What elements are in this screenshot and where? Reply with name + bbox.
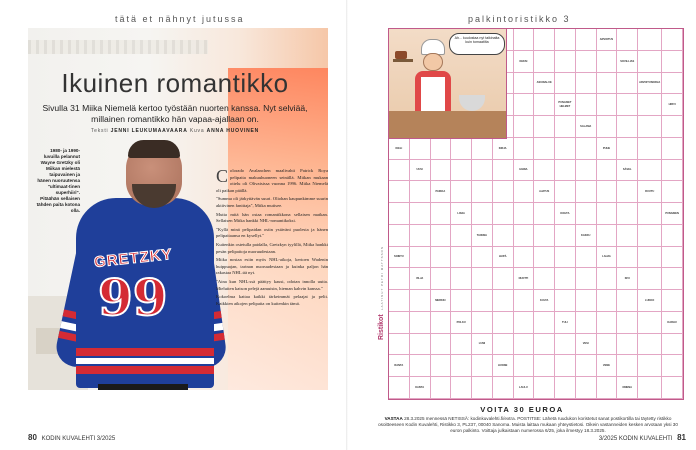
clue-cell: TAIKINA	[472, 225, 493, 247]
answer-cell[interactable]	[534, 94, 555, 116]
answer-cell[interactable]	[534, 116, 555, 138]
clue-cell: ASUINALUE	[534, 73, 555, 95]
answer-cell[interactable]	[555, 181, 576, 203]
answer-cell[interactable]	[576, 312, 597, 334]
article-paragraph: olorado Avalanchen maalivahti Patrick Roya pelipaita makuuhuoneen seinällä. Miikan mukaan ottelu oli Olivaisissa vuonna 1996. Miika Niemelä oli paikan päällä.	[216, 168, 328, 193]
answer-cell[interactable]	[662, 290, 683, 312]
answer-cell[interactable]	[662, 355, 683, 377]
speech-bubble: Ah... kuulostaa nyt taikinalta kuin tomaatilta	[449, 33, 505, 55]
answer-cell[interactable]	[493, 334, 514, 356]
chef-face	[423, 53, 443, 71]
answer-cell[interactable]	[410, 290, 431, 312]
clue-cell: ARVOITUS	[597, 29, 618, 51]
answer-cell[interactable]	[534, 312, 555, 334]
photo-caption: 1980- ja 1990-luvuilla pelannut Wayne Gretzky oli Miikan mielestä taipuvainen ja hänen nuoruutensa "ultimaat-tinen superhiiri". Pitäähän sellaisen tähden paita kotona olla.	[36, 148, 80, 213]
answer-cell[interactable]	[389, 181, 410, 203]
answer-cell[interactable]	[662, 268, 683, 290]
puzzle-illustration	[389, 29, 507, 139]
answer-cell[interactable]	[617, 203, 638, 225]
folio-right	[599, 433, 686, 442]
illustration-shelf	[393, 59, 413, 62]
answer-cell[interactable]	[555, 225, 576, 247]
clue-cell: PAIKKA	[431, 181, 452, 203]
clue-cell: UUSI	[410, 160, 431, 182]
clue-cell: SÄVEL	[617, 160, 638, 182]
answer-cell[interactable]	[493, 268, 514, 290]
clue-cell: SOVE-LIAS	[617, 51, 638, 73]
article-headline: Ikuinen romantikko	[61, 68, 289, 98]
answer-cell[interactable]	[617, 138, 638, 160]
answer-cell[interactable]	[431, 355, 452, 377]
clue-cell: SOINTU	[389, 247, 410, 269]
answer-cell[interactable]	[638, 51, 662, 73]
clue-cell: NUOTTI	[514, 268, 535, 290]
answer-cell[interactable]	[662, 225, 683, 247]
answer-cell[interactable]	[389, 225, 410, 247]
answer-cell[interactable]	[617, 94, 638, 116]
answer-cell[interactable]	[472, 268, 493, 290]
answer-cell[interactable]	[514, 312, 535, 334]
photo-lamp	[28, 40, 208, 54]
crossword-puzzle	[388, 28, 684, 400]
answer-cell[interactable]	[431, 377, 452, 399]
answer-cell[interactable]	[576, 51, 597, 73]
answer-cell[interactable]	[555, 334, 576, 356]
answer-cell[interactable]	[638, 312, 662, 334]
illustration-pot	[395, 51, 407, 59]
answer-cell[interactable]	[389, 203, 410, 225]
answer-cell[interactable]	[410, 203, 431, 225]
answer-cell[interactable]	[638, 160, 662, 182]
answer-cell[interactable]	[597, 203, 618, 225]
answer-cell[interactable]	[617, 225, 638, 247]
answer-cell[interactable]	[576, 138, 597, 160]
answer-cell[interactable]	[431, 268, 452, 290]
answer-cell[interactable]	[514, 290, 535, 312]
answer-cell[interactable]	[493, 225, 514, 247]
answer-cell[interactable]	[493, 290, 514, 312]
answer-cell[interactable]	[555, 355, 576, 377]
answer-cell[interactable]	[493, 181, 514, 203]
answer-cell[interactable]	[451, 290, 472, 312]
clue-cell: KEKSI	[514, 51, 535, 73]
answer-cell[interactable]	[410, 312, 431, 334]
answer-cell[interactable]	[597, 312, 618, 334]
answer-cell[interactable]	[431, 160, 452, 182]
answer-cell[interactable]	[597, 290, 618, 312]
answer-cell[interactable]	[555, 160, 576, 182]
answer-cell[interactable]	[451, 247, 472, 269]
answer-cell[interactable]	[555, 247, 576, 269]
answer-cell[interactable]	[389, 160, 410, 182]
answer-cell[interactable]	[514, 203, 535, 225]
clue-cell: PUHE	[597, 138, 618, 160]
answer-cell[interactable]	[617, 312, 638, 334]
answer-cell[interactable]	[638, 203, 662, 225]
clue-cell: VENE	[597, 355, 618, 377]
answer-cell[interactable]	[576, 377, 597, 399]
answer-cell[interactable]	[534, 247, 555, 269]
kitchen-table	[389, 111, 507, 139]
answer-cell[interactable]	[514, 247, 535, 269]
article-paragraph: Kokoelma kattaa kaikki tärkeimmät pelaajat ja pelit. Kaikkien aikojen pelipaita on kuitenkin tämä.	[216, 294, 328, 306]
answer-cell[interactable]	[410, 247, 431, 269]
answer-cell[interactable]	[638, 138, 662, 160]
answer-cell[interactable]	[431, 334, 452, 356]
answer-cell[interactable]	[514, 138, 535, 160]
credits-text-author: JENNI LEUKUMAAVAARA	[110, 128, 188, 134]
answer-cell[interactable]	[662, 138, 683, 160]
answer-cell[interactable]	[534, 377, 555, 399]
clue-cell: RANTA	[389, 355, 410, 377]
answer-cell[interactable]	[597, 334, 618, 356]
clue-cell: AJATUS	[534, 181, 555, 203]
answer-cell[interactable]	[514, 29, 535, 51]
answer-cell[interactable]	[597, 225, 618, 247]
right-page	[348, 0, 696, 450]
clue-cell: LAHJA	[597, 247, 618, 269]
answer-cell[interactable]	[451, 138, 472, 160]
answer-cell[interactable]	[472, 181, 493, 203]
article-paragraph: "Aina kun NHL:ssä päättyy kausi, odotan innolla uutta. Mieluiten katson pelejä aamuisin, hieman kahvin kanssa."	[216, 278, 328, 291]
answer-cell[interactable]	[451, 225, 472, 247]
answer-cell[interactable]	[662, 377, 683, 399]
answer-cell[interactable]	[576, 94, 597, 116]
answer-cell[interactable]	[617, 29, 638, 51]
answer-cell[interactable]	[472, 138, 493, 160]
prize-instructions	[378, 416, 678, 434]
article-paragraph: Kuitenkin ostetulla paidalla, Gretzkyn tyylillä, Miika hankki pesän pelipaitoja nuoruudestaan.	[216, 241, 328, 254]
answer-cell[interactable]	[597, 94, 618, 116]
clue-cell: LUKKO	[638, 290, 662, 312]
answer-cell[interactable]	[451, 377, 472, 399]
answer-cell[interactable]	[576, 268, 597, 290]
answer-cell[interactable]	[410, 355, 431, 377]
answer-cell[interactable]	[555, 116, 576, 138]
answer-cell[interactable]	[555, 290, 576, 312]
answer-cell[interactable]	[534, 268, 555, 290]
answer-cell[interactable]	[576, 203, 597, 225]
answer-cell[interactable]	[576, 247, 597, 269]
answer-cell[interactable]	[617, 334, 638, 356]
clue-cell: KIVI	[617, 268, 638, 290]
answer-cell[interactable]	[662, 334, 683, 356]
answer-cell[interactable]	[662, 51, 683, 73]
answer-cell[interactable]	[514, 116, 535, 138]
clue-cell: VILJA	[410, 268, 431, 290]
answer-cell[interactable]	[638, 225, 662, 247]
answer-cell[interactable]	[662, 160, 683, 182]
article-body	[216, 168, 328, 309]
clue-cell: LINJA	[451, 203, 472, 225]
prize-title: VOITA 30 EUROA	[480, 405, 564, 414]
prize-lead: VASTAA	[384, 416, 403, 421]
answer-cell[interactable]	[534, 160, 555, 182]
answer-cell[interactable]	[662, 247, 683, 269]
answer-cell[interactable]	[597, 73, 618, 95]
answer-cell[interactable]	[493, 312, 514, 334]
answer-cell[interactable]	[472, 203, 493, 225]
mixing-bowl	[459, 95, 485, 111]
headline-block	[40, 68, 310, 134]
man-pants	[98, 384, 188, 390]
answer-cell[interactable]	[472, 312, 493, 334]
hockey-jersey	[76, 198, 214, 388]
clue-cell: KIELI	[389, 138, 410, 160]
folio-text-right: 3/2025 KODIN KUVALEHTI	[598, 436, 673, 442]
answer-cell[interactable]	[597, 181, 618, 203]
answer-cell[interactable]	[534, 334, 555, 356]
answer-cell[interactable]	[576, 73, 597, 95]
answer-cell[interactable]	[472, 355, 493, 377]
clue-cell: ARVOITUSKIRJA	[638, 73, 662, 95]
puzzle-credit: LAATINUT PETRI MATTSSON	[380, 245, 384, 310]
answer-cell[interactable]	[514, 334, 535, 356]
jersey-number: 99	[98, 268, 168, 327]
answer-cell[interactable]	[493, 160, 514, 182]
answer-cell[interactable]	[662, 73, 683, 95]
answer-cell[interactable]	[493, 203, 514, 225]
answer-cell[interactable]	[431, 312, 452, 334]
answer-cell[interactable]	[576, 290, 597, 312]
answer-cell[interactable]	[431, 225, 452, 247]
answer-cell[interactable]	[410, 334, 431, 356]
clue-cell: PUNAINEN	[662, 203, 683, 225]
clue-cell: RUUTU	[638, 181, 662, 203]
answer-cell[interactable]	[555, 73, 576, 95]
clue-cell: MERKKI	[431, 290, 452, 312]
credits-text-label: Teksti	[90, 128, 109, 134]
answer-cell[interactable]	[597, 116, 618, 138]
answer-cell[interactable]	[451, 355, 472, 377]
answer-cell[interactable]	[555, 29, 576, 51]
article-paragraph: Miika nostaa esiin myös NHL-aikoja, kertoen Wadenin huippuajan, tarinan nuoruudestaan ja kuinka paljon hän rakastaa NHL:ää nyt.	[216, 257, 328, 276]
credits-photo-label: Kuva	[189, 128, 205, 134]
clue-cell: SALAMA	[576, 116, 597, 138]
answer-cell[interactable]	[638, 116, 662, 138]
section-head-right: palkintoristikko 3	[468, 14, 571, 24]
clue-cell: KANTA	[410, 377, 431, 399]
answer-cell[interactable]	[451, 334, 472, 356]
answer-cell[interactable]	[638, 94, 662, 116]
clue-cell: HUONE	[493, 355, 514, 377]
clue-cell: KAKKU	[576, 225, 597, 247]
clue-cell: KULTA	[534, 290, 555, 312]
article-paragraph: "Summa oli järkyttävän suuri. Oliohan kaupunkimme suurin aktiivinen fanittaja", Miika mutisee.	[216, 196, 328, 208]
answer-cell[interactable]	[576, 181, 597, 203]
article-dropcap: C	[216, 166, 229, 186]
answer-cell[interactable]	[638, 355, 662, 377]
answer-cell[interactable]	[576, 355, 597, 377]
answer-cell[interactable]	[389, 377, 410, 399]
answer-cell[interactable]	[555, 138, 576, 160]
page-number-right: 81	[677, 433, 686, 442]
answer-cell[interactable]	[514, 181, 535, 203]
folio-left	[28, 433, 115, 442]
answer-cell[interactable]	[472, 290, 493, 312]
answer-cell[interactable]	[410, 181, 431, 203]
answer-cell[interactable]	[389, 290, 410, 312]
clue-cell: HIRVI	[662, 94, 683, 116]
answer-cell[interactable]	[555, 377, 576, 399]
answer-cell[interactable]	[451, 181, 472, 203]
answer-cell[interactable]	[389, 312, 410, 334]
answer-cell[interactable]	[638, 334, 662, 356]
ristikot-brand: Ristikot	[378, 314, 385, 340]
chef-apron	[421, 77, 445, 115]
answer-cell[interactable]	[662, 181, 683, 203]
answer-cell[interactable]	[534, 29, 555, 51]
answer-cell[interactable]	[576, 29, 597, 51]
answer-cell[interactable]	[555, 268, 576, 290]
article-credits	[40, 128, 310, 134]
answer-cell[interactable]	[472, 160, 493, 182]
jersey-name: GRETZKY	[93, 245, 174, 272]
page-number-left: 80	[28, 433, 37, 442]
answer-cell[interactable]	[662, 116, 683, 138]
section-head-left: tätä et nähnyt jutussa	[115, 14, 245, 24]
answer-cell[interactable]	[617, 247, 638, 269]
clue-cell: LAULU	[514, 377, 535, 399]
answer-cell[interactable]	[472, 247, 493, 269]
answer-cell[interactable]	[576, 160, 597, 182]
answer-cell[interactable]	[534, 203, 555, 225]
clue-cell: KOHTA	[555, 203, 576, 225]
credits-photo-author: ANNA HUOVINEN	[206, 128, 260, 134]
answer-cell[interactable]	[514, 73, 535, 95]
clue-cell: TULI	[555, 312, 576, 334]
answer-cell[interactable]	[389, 334, 410, 356]
answer-cell[interactable]	[617, 73, 638, 95]
answer-cell[interactable]	[534, 225, 555, 247]
answer-cell[interactable]	[451, 268, 472, 290]
answer-cell[interactable]	[555, 51, 576, 73]
answer-cell[interactable]	[389, 268, 410, 290]
answer-cell[interactable]	[617, 181, 638, 203]
answer-cell[interactable]	[431, 138, 452, 160]
clue-cell: LUMI	[472, 334, 493, 356]
answer-cell[interactable]	[534, 138, 555, 160]
answer-cell[interactable]	[617, 290, 638, 312]
clue-cell: LEIPÄ	[493, 247, 514, 269]
clue-cell: PUNAISET HELMET	[555, 94, 576, 116]
clue-cell: POLKU	[451, 312, 472, 334]
clue-cell: KIRJA	[493, 138, 514, 160]
folio-text-left: KODIN KUVALEHTI 3/2025	[41, 436, 116, 442]
answer-cell[interactable]	[662, 29, 683, 51]
clue-cell: HIHNA	[514, 160, 535, 182]
answer-cell[interactable]	[534, 355, 555, 377]
answer-cell[interactable]	[472, 377, 493, 399]
answer-cell[interactable]	[493, 377, 514, 399]
article-paragraph: "Kyllä minä pelipaidan ostin ystäväni puolesta ja hänen pelipaitaansa en kysellyt."	[216, 226, 328, 239]
answer-cell[interactable]	[638, 268, 662, 290]
answer-cell[interactable]	[431, 247, 452, 269]
man-hair	[128, 140, 180, 158]
answer-cell[interactable]	[534, 51, 555, 73]
article-paragraph: Mutta mitä hän ostaa romantikkona sellaisen matkan. Sellaisen Miika hankki NHL-romantikoksi.	[216, 211, 328, 224]
answer-cell[interactable]	[410, 138, 431, 160]
answer-cell[interactable]	[638, 29, 662, 51]
answer-cell[interactable]	[597, 268, 618, 290]
answer-cell[interactable]	[451, 160, 472, 182]
answer-cell[interactable]	[597, 160, 618, 182]
answer-cell[interactable]	[597, 377, 618, 399]
clue-cell: KARHU	[662, 312, 683, 334]
prize-body: 28.3.2025 mennessä NETISSÄ: kodinkuvalehti.fi/extra. POSTITSE: Lähetä ruudukon koristetut sanat postikortilla tai täytetty ristikko osoitteeseen Kodin Kuvalehti, Ristikko 3, PL237, 00040 Sanoma. Muista laittaa mukaan yhteystietosi. Oikein vastanneiden kesken arvotaan yksi 30 euron palkinto. Voittaja julkaistaan numerossa 6/25, joka ilmestyy 18.3.2025.	[378, 416, 678, 433]
clue-cell: VESI	[576, 334, 597, 356]
answer-cell[interactable]	[410, 225, 431, 247]
answer-cell[interactable]	[638, 247, 662, 269]
answer-cell[interactable]	[514, 355, 535, 377]
answer-cell[interactable]	[617, 355, 638, 377]
answer-cell[interactable]	[617, 116, 638, 138]
answer-cell[interactable]	[638, 377, 662, 399]
article-deck: Sivulla 31 Miika Niemelä kertoo työstään nuorten kanssa. Nyt selviää, millainen romantikko hän vapaa-ajallaan on.	[42, 103, 308, 124]
answer-cell[interactable]	[514, 225, 535, 247]
answer-cell[interactable]	[514, 94, 535, 116]
clue-cell: OMENA	[617, 377, 638, 399]
answer-cell[interactable]	[431, 203, 452, 225]
answer-cell[interactable]	[597, 51, 618, 73]
